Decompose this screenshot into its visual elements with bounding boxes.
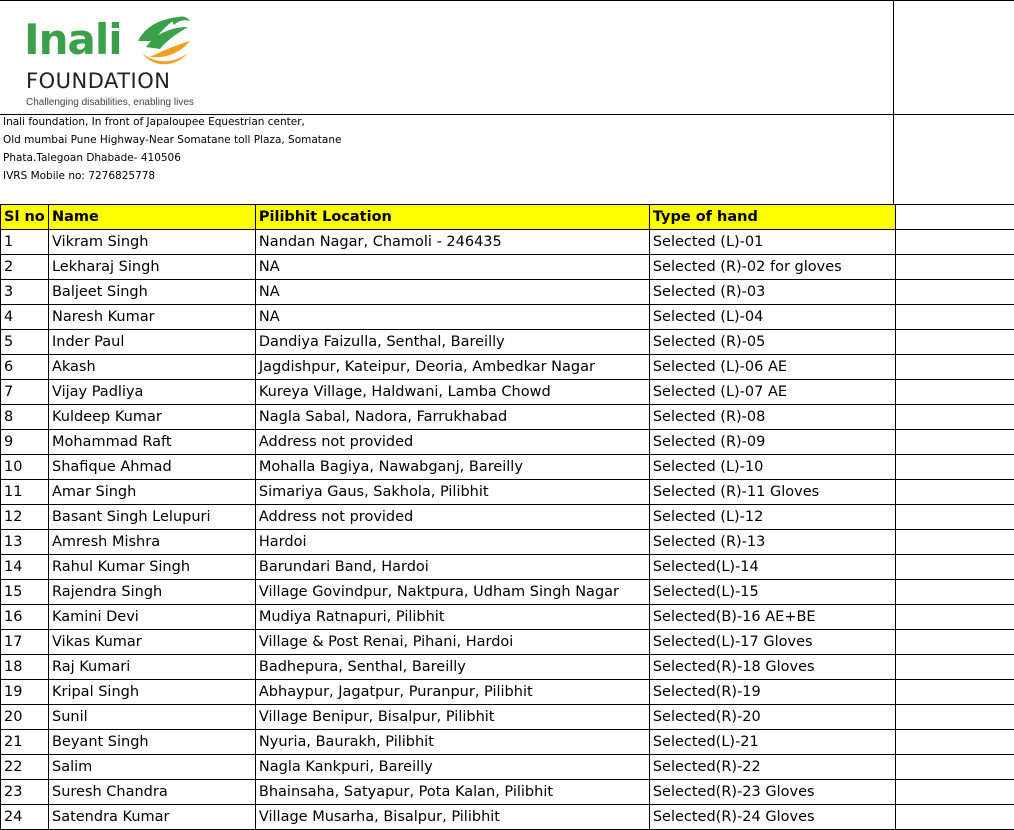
cell-type-of-hand: Selected (R)-03: [649, 280, 895, 305]
cell-name: Baljeet Singh: [48, 280, 255, 305]
cell-empty: [895, 580, 1014, 605]
cell-name: Suresh Chandra: [48, 780, 255, 805]
table-row: [1, 480, 1014, 505]
cell-type-of-hand: Selected (R)-05: [649, 330, 895, 355]
cell-empty: [895, 430, 1014, 455]
cell-empty: [895, 480, 1014, 505]
cell-name: Satendra Kumar: [48, 805, 255, 830]
header-name: Name: [48, 205, 255, 230]
cell-sl-no: 24: [1, 805, 49, 830]
cell-empty: [895, 230, 1014, 255]
cell-location: Nyuria, Baurakh, Pilibhit: [255, 730, 649, 755]
table-row: [1, 280, 1014, 305]
table-row: [1, 730, 1014, 755]
cell-location: Bhainsaha, Satyapur, Pota Kalan, Pilibhit: [255, 780, 649, 805]
cell-location: Abhaypur, Jagatpur, Puranpur, Pilibhit: [255, 680, 649, 705]
cell-location: Badhepura, Senthal, Bareilly: [255, 655, 649, 680]
cell-name: Shafique Ahmad: [48, 455, 255, 480]
cell-location: Nandan Nagar, Chamoli - 246435: [255, 230, 649, 255]
cell-sl-no: 16: [1, 605, 49, 630]
cell-name: Inder Paul: [48, 330, 255, 355]
table-row: [1, 630, 1014, 655]
table-row: [1, 605, 1014, 630]
table-row: [1, 530, 1014, 555]
cell-empty: [895, 605, 1014, 630]
cell-name: Sunil: [48, 705, 255, 730]
logo-foundation-text: FOUNDATION: [26, 69, 171, 93]
cell-empty: [895, 805, 1014, 830]
cell-empty: [895, 505, 1014, 530]
cell-sl-no: 11: [1, 480, 49, 505]
cell-sl-no: 14: [1, 555, 49, 580]
cell-empty: [895, 730, 1014, 755]
inali-foundation-logo: [24, 11, 214, 111]
header-sl-no: Sl no: [1, 205, 49, 230]
cell-sl-no: 18: [1, 655, 49, 680]
cell-name: Vijay Padliya: [48, 380, 255, 405]
table-header-row: [1, 205, 1014, 230]
cell-location: Village Musarha, Bisalpur, Pilibhit: [255, 805, 649, 830]
address-line-3: Phata.Talegoan Dhabade- 410506: [3, 152, 181, 164]
cell-sl-no: 21: [1, 730, 49, 755]
table-row: [1, 230, 1014, 255]
cell-type-of-hand: Selected (L)-06 AE: [649, 355, 895, 380]
table-row: [1, 705, 1014, 730]
cell-name: Mohammad Raft: [48, 430, 255, 455]
address-line-1: Inali foundation, In front of Japaloupee Equestrian center,: [3, 116, 305, 128]
cell-type-of-hand: Selected(B)-16 AE+BE: [649, 605, 895, 630]
cell-type-of-hand: Selected(R)-20: [649, 705, 895, 730]
table-row: [1, 430, 1014, 455]
cell-name: Beyant Singh: [48, 730, 255, 755]
cell-name: Vikas Kumar: [48, 630, 255, 655]
cell-sl-no: 4: [1, 305, 49, 330]
table-row: [1, 680, 1014, 705]
cell-empty: [895, 755, 1014, 780]
cell-location: Jagdishpur, Kateipur, Deoria, Ambedkar Nagar: [255, 355, 649, 380]
cell-name: Kripal Singh: [48, 680, 255, 705]
cell-type-of-hand: Selected (R)-09: [649, 430, 895, 455]
cell-sl-no: 23: [1, 780, 49, 805]
cell-type-of-hand: Selected(L)-17 Gloves: [649, 630, 895, 655]
cell-empty: [895, 555, 1014, 580]
cell-location: Mohalla Bagiya, Nawabganj, Bareilly: [255, 455, 649, 480]
cell-empty: [895, 255, 1014, 280]
cell-sl-no: 1: [1, 230, 49, 255]
cell-type-of-hand: Selected (R)-08: [649, 405, 895, 430]
beneficiary-table: [0, 204, 1014, 830]
hands-logo-icon: [132, 11, 194, 71]
cell-empty: [895, 455, 1014, 480]
cell-location: Address not provided: [255, 430, 649, 455]
cell-name: Rajendra Singh: [48, 580, 255, 605]
cell-type-of-hand: Selected(L)-14: [649, 555, 895, 580]
cell-empty: [895, 330, 1014, 355]
cell-name: Amar Singh: [48, 480, 255, 505]
cell-empty: [895, 530, 1014, 555]
cell-sl-no: 7: [1, 380, 49, 405]
header-empty: [895, 205, 1014, 230]
cell-location: NA: [255, 255, 649, 280]
cell-sl-no: 19: [1, 680, 49, 705]
cell-sl-no: 17: [1, 630, 49, 655]
table-row: [1, 330, 1014, 355]
cell-name: Kuldeep Kumar: [48, 405, 255, 430]
cell-type-of-hand: Selected(R)-24 Gloves: [649, 805, 895, 830]
logo-brand-text: Inali: [24, 15, 122, 64]
cell-sl-no: 22: [1, 755, 49, 780]
cell-location: Village Govindpur, Naktpura, Udham Singh Nagar: [255, 580, 649, 605]
cell-type-of-hand: Selected (L)-10: [649, 455, 895, 480]
cell-type-of-hand: Selected(L)-21: [649, 730, 895, 755]
cell-empty: [895, 280, 1014, 305]
table-row: [1, 555, 1014, 580]
cell-sl-no: 6: [1, 355, 49, 380]
table-row: [1, 405, 1014, 430]
cell-sl-no: 3: [1, 280, 49, 305]
cell-sl-no: 15: [1, 580, 49, 605]
address-line-2: Old mumbai Pune Highway-Near Somatane toll Plaza, Somatane: [3, 134, 342, 146]
cell-sl-no: 20: [1, 705, 49, 730]
cell-name: Raj Kumari: [48, 655, 255, 680]
cell-location: Village Benipur, Bisalpur, Pilibhit: [255, 705, 649, 730]
cell-type-of-hand: Selected (R)-11 Gloves: [649, 480, 895, 505]
address-side-cell: [894, 115, 1014, 204]
table-row: [1, 380, 1014, 405]
cell-name: Rahul Kumar Singh: [48, 555, 255, 580]
cell-location: Dandiya Faizulla, Senthal, Bareilly: [255, 330, 649, 355]
cell-sl-no: 2: [1, 255, 49, 280]
address-line-4: IVRS Mobile no: 7276825778: [3, 170, 156, 182]
cell-location: Simariya Gaus, Sakhola, Pilibhit: [255, 480, 649, 505]
cell-sl-no: 13: [1, 530, 49, 555]
table-row: [1, 755, 1014, 780]
cell-location: Nagla Sabal, Nadora, Farrukhabad: [255, 405, 649, 430]
header-type-of-hand: Type of hand: [649, 205, 895, 230]
cell-type-of-hand: Selected (L)-12: [649, 505, 895, 530]
cell-sl-no: 9: [1, 430, 49, 455]
table-row: [1, 655, 1014, 680]
table-row: [1, 505, 1014, 530]
table-row: [1, 255, 1014, 280]
cell-type-of-hand: Selected (R)-13: [649, 530, 895, 555]
cell-empty: [895, 355, 1014, 380]
cell-name: Salim: [48, 755, 255, 780]
cell-empty: [895, 305, 1014, 330]
cell-type-of-hand: Selected (L)-01: [649, 230, 895, 255]
cell-name: Akash: [48, 355, 255, 380]
table-row: [1, 580, 1014, 605]
cell-name: Lekharaj Singh: [48, 255, 255, 280]
cell-type-of-hand: Selected(R)-18 Gloves: [649, 655, 895, 680]
cell-sl-no: 10: [1, 455, 49, 480]
logo-side-cell: [894, 0, 1014, 115]
table-row: [1, 805, 1014, 830]
cell-location: NA: [255, 280, 649, 305]
cell-type-of-hand: Selected (L)-04: [649, 305, 895, 330]
cell-type-of-hand: Selected(R)-19: [649, 680, 895, 705]
table-row: [1, 780, 1014, 805]
cell-empty: [895, 655, 1014, 680]
cell-location: NA: [255, 305, 649, 330]
cell-location: Village & Post Renai, Pihani, Hardoi: [255, 630, 649, 655]
cell-empty: [895, 630, 1014, 655]
cell-sl-no: 12: [1, 505, 49, 530]
cell-location: Kureya Village, Haldwani, Lamba Chowd: [255, 380, 649, 405]
logo-cell: [0, 0, 894, 115]
cell-location: Mudiya Ratnapuri, Pilibhit: [255, 605, 649, 630]
address-cell: [0, 115, 894, 204]
cell-empty: [895, 780, 1014, 805]
cell-empty: [895, 405, 1014, 430]
cell-empty: [895, 705, 1014, 730]
cell-location: Hardoi: [255, 530, 649, 555]
cell-type-of-hand: Selected (R)-02 for gloves: [649, 255, 895, 280]
table-row: [1, 305, 1014, 330]
cell-sl-no: 8: [1, 405, 49, 430]
header-location: Pilibhit Location: [255, 205, 649, 230]
cell-type-of-hand: Selected (L)-07 AE: [649, 380, 895, 405]
cell-type-of-hand: Selected(R)-22: [649, 755, 895, 780]
table-row: [1, 455, 1014, 480]
cell-sl-no: 5: [1, 330, 49, 355]
cell-location: Address not provided: [255, 505, 649, 530]
cell-empty: [895, 680, 1014, 705]
cell-location: Nagla Kankpuri, Bareilly: [255, 755, 649, 780]
logo-tagline: Challenging disabilities, enabling lives: [26, 97, 194, 108]
cell-type-of-hand: Selected(L)-15: [649, 580, 895, 605]
cell-empty: [895, 380, 1014, 405]
cell-name: Naresh Kumar: [48, 305, 255, 330]
cell-location: Barundari Band, Hardoi: [255, 555, 649, 580]
cell-name: Basant Singh Lelupuri: [48, 505, 255, 530]
cell-type-of-hand: Selected(R)-23 Gloves: [649, 780, 895, 805]
cell-name: Amresh Mishra: [48, 530, 255, 555]
table-row: [1, 355, 1014, 380]
cell-name: Vikram Singh: [48, 230, 255, 255]
cell-name: Kamini Devi: [48, 605, 255, 630]
